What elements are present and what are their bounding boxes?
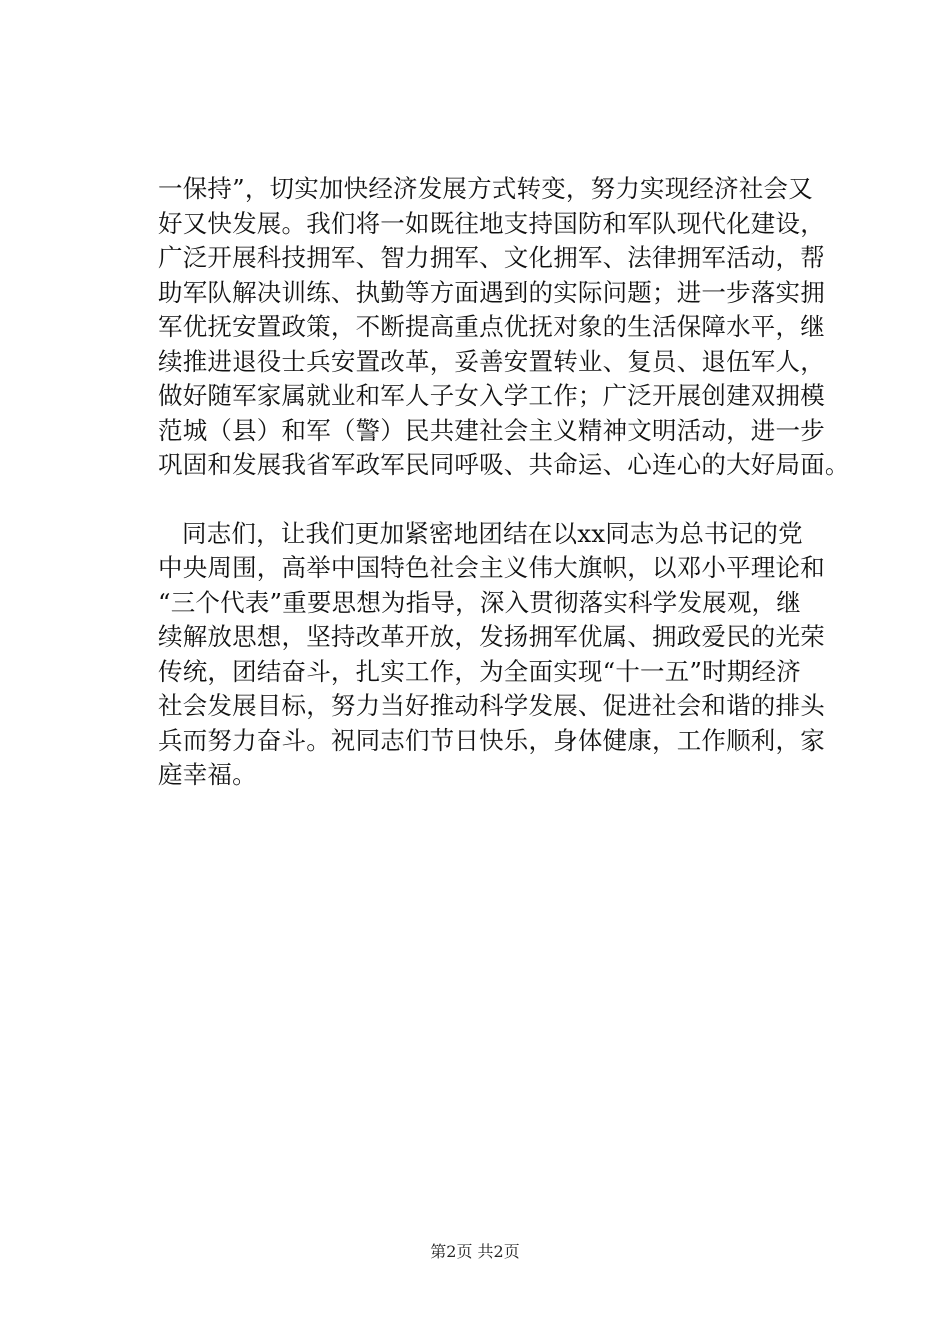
text-line: 续推进退役士兵安置改革，妥善安置转业、复员、退伍军人，	[158, 346, 825, 376]
text-line: 中央周围，高举中国特色社会主义伟大旗帜，以邓小平理论和	[158, 553, 825, 582]
text-line: 好又快发展。我们将一如既往地支持国防和军队现代化建设，	[158, 208, 825, 238]
text-line: “三个代表”重要思想为指导，深入贯彻落实科学发展观，继	[158, 587, 801, 617]
paragraph-support-military	[158, 172, 850, 483]
paragraph-closing-remarks	[158, 517, 838, 793]
text-line: 兵而努力奋斗。祝同志们节日快乐，身体健康，工作顺利，家	[158, 725, 825, 755]
document-body	[158, 172, 850, 793]
text-line: 传统，团结奋斗，扎实工作，为全面实现“十一五”时期经济	[158, 656, 801, 686]
text-line: 助军队解决训练、执勤等方面遇到的实际问题；进一步落实拥	[158, 277, 825, 307]
text-line: 广泛开展科技拥军、智力拥军、文化拥军、法律拥军活动，帮	[158, 243, 825, 272]
text-line: 社会发展目标，努力当好推动科学发展、促进社会和谐的排头	[158, 691, 825, 720]
text-line: 范城（县）和军（警）民共建社会主义精神文明活动，进一步	[158, 415, 825, 445]
text-line: 一保持”，切实加快经济发展方式转变，努力实现经济社会又	[158, 174, 813, 203]
text-line: 军优抚安置政策，不断提高重点优抚对象的生活保障水平，继	[158, 312, 825, 341]
text-line: 庭幸福。	[158, 760, 257, 789]
text-line: 巩固和发展我省军政军民同呼吸、共命运、心连心的大好局面。	[158, 450, 850, 479]
page-number-footer: 第2页 共2页	[430, 1242, 520, 1261]
text-line: 做好随军家属就业和军人子女入学工作；广泛开展创建双拥模	[158, 381, 825, 410]
text-line: 同志们，让我们更加紧密地团结在以xx同志为总书记的党	[182, 518, 803, 548]
text-line: 续解放思想，坚持改革开放，发扬拥军优属、拥政爱民的光荣	[158, 622, 825, 651]
